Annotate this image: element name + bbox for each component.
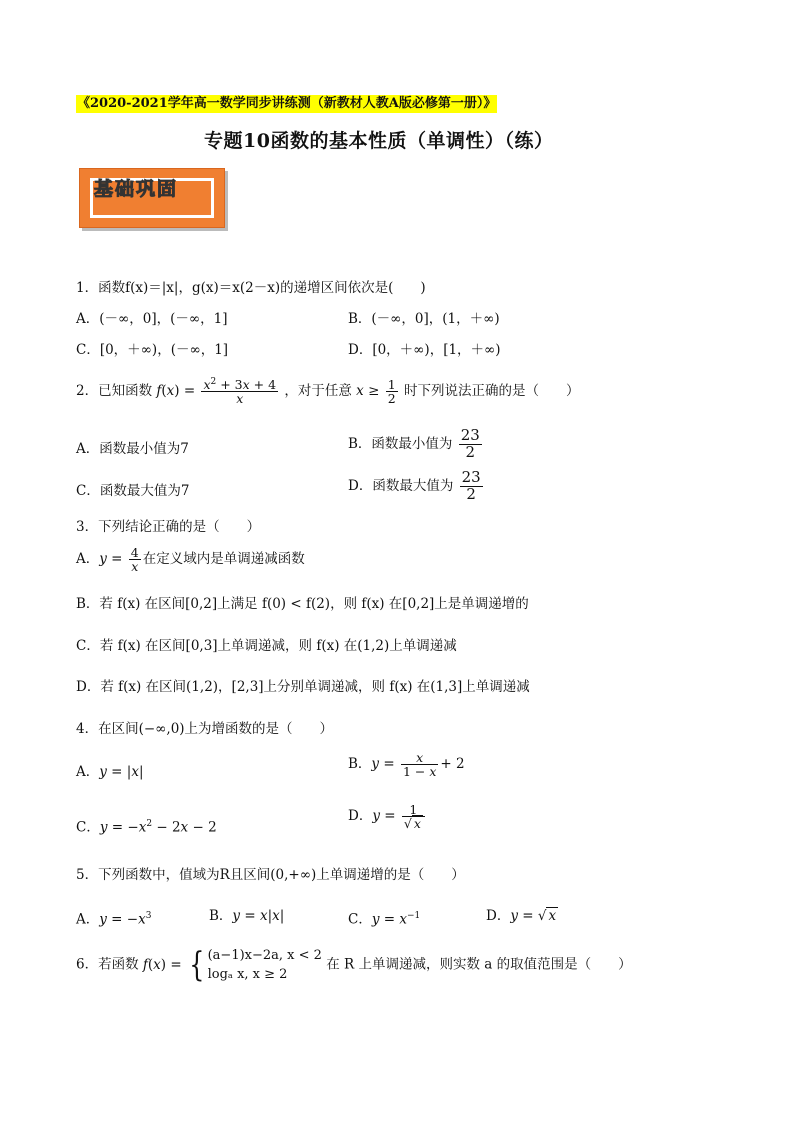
question-5-option-c: C．$y = x^{-1}$ — [348, 911, 421, 928]
question-2-option-d — [348, 470, 485, 503]
question-1-option-a: A．(－∞，0]，(－∞，1] — [76, 311, 228, 327]
question-2-stem-suffix: 时下列说法正确的是（ ） — [403, 383, 580, 400]
question-2-option-d-fraction: $\frac{23}{2}$ — [461, 468, 481, 503]
question-4-option-b: B．y = $\frac{x}{1 - x}$ + 2 — [348, 750, 465, 780]
question-1-option-d: D．[0，＋∞)，[1，＋∞) — [348, 342, 501, 358]
section-badge-label: 基础巩固 — [94, 178, 179, 200]
question-2-stem — [76, 378, 579, 405]
question-2-option-d-text: D．函数最大值为 — [348, 477, 454, 494]
question-5-option-d: D．y = √ x — [486, 908, 557, 924]
question-6-case-2: logₐ x, x ≥ 2 — [207, 967, 288, 982]
question-5-stem: 5．下列函数中，值域为R且区间(0,+∞)上单调递增的是（ ） — [76, 867, 465, 883]
question-1-option-b: B．(－∞，0]，(1，＋∞) — [348, 311, 500, 327]
question-1-stem: 1．函数f(x)＝|x|，g(x)＝x(2－x)的递增区间依次是( ) — [76, 280, 426, 296]
question-3-option-c: C．若 f(x) 在区间[0,3]上单调递减，则 f(x) 在(1,2)上单调递减 — [76, 638, 457, 654]
question-3-option-a: A．y = $\frac{4}{x}$ 在定义域内是单调递减函数 — [76, 545, 305, 575]
question-2-option-a: A．函数最小值为7 — [76, 441, 189, 457]
question-2-stem-mid: ，对于任意 — [284, 383, 352, 400]
question-2-option-b-fraction: $\frac{23}{2}$ — [460, 426, 480, 461]
question-1-option-c: C．[0，＋∞)，(－∞，1] — [76, 342, 229, 358]
question-2-function: f(x) = $\frac{x^2 + 3x + 4}{x}$ — [156, 377, 277, 407]
question-2-option-c: C．函数最大值为7 — [76, 483, 190, 499]
question-2-stem-prefix: 2．已知函数 — [76, 383, 153, 400]
question-3-option-a-text: 在定义域内是单调递减函数 — [142, 551, 305, 568]
question-5-option-a: A．$y = -x^3$ — [76, 911, 152, 928]
question-2-option-b — [348, 428, 484, 461]
question-3-option-b: B．若 f(x) 在区间[0,2]上满足 f(0) < f(2)，则 f(x) 在[0,2]上是单调递增的 — [76, 596, 529, 612]
series-header: 《2020-2021学年高一数学同步讲练测（新教材人教A版必修第一册）》 — [77, 96, 497, 111]
question-3-stem: 3．下列结论正确的是（ ） — [76, 519, 261, 535]
question-4-option-c: C．$y = -x^2 - 2x - 2$ — [76, 819, 217, 836]
question-6-stem: 6．若函数 f(x) = { (a−1)x−2a, x < 2 logₐ x, x ≥ 2 在 R 上单调递减，则实数 a 的取值范围是（ ） — [76, 945, 632, 985]
section-badge — [79, 168, 225, 228]
question-5-option-b: B．y = x|x| — [209, 908, 285, 924]
page-title: 专题10函数的基本性质（单调性）（练） — [204, 130, 554, 152]
question-4-option-a: A．y = |x| — [76, 764, 144, 780]
question-6-case-1: (a−1)x−2a, x < 2 — [207, 948, 322, 963]
question-6-stem-suffix: 在 R 上单调递减，则实数 a 的取值范围是（ ） — [326, 956, 632, 973]
question-2-option-b-text: B．函数最小值为 — [348, 435, 453, 452]
question-2-condition: x ≥ $\frac{1}{2}$ — [356, 377, 396, 407]
question-6-piecewise: f(x) = { (a−1)x−2a, x < 2 logₐ x, x ≥ 2 — [142, 945, 322, 985]
question-4-stem: 4．在区间(−∞,0)上为增函数的是（ ） — [76, 721, 334, 737]
question-3-option-d: D．若 f(x) 在区间(1,2)，[2,3]上分别单调递减，则 f(x) 在(1,3]上单调递减 — [76, 679, 530, 695]
question-4-option-d: D．y = $\frac{1}{√ x}$ — [348, 803, 427, 830]
